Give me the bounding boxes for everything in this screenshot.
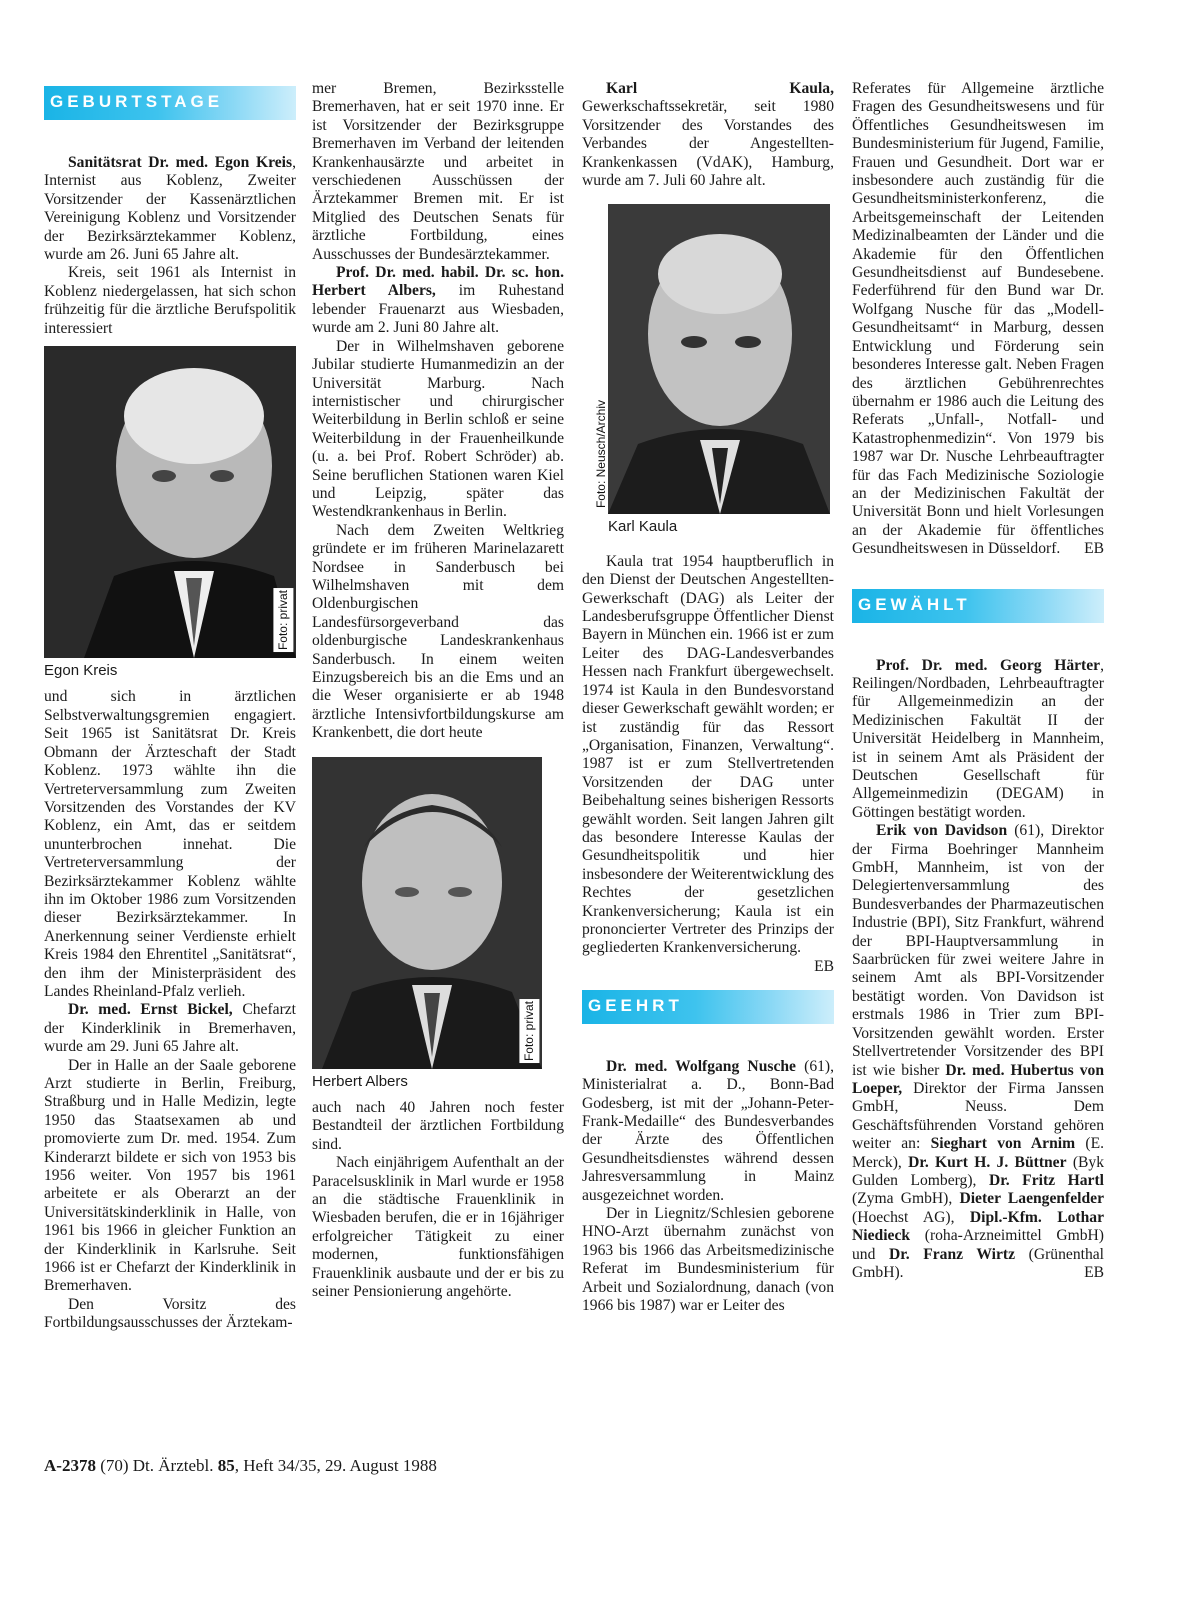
person-name: Dr. med. Hubertus von Loeper, — [852, 1061, 1104, 1097]
paragraph: Nach einjährigem Aufenthalt an der Paracelsusklinik in Marl wurde er 1958 an die städtische Frauenklinik in Wiesbaden berufen, die er in 16jähriger erfolgreicher Tätigkeit zu einer modernen, funktionsfähigen Frauenklinik ausbaute und der er bis zu seiner Pensionierung angehörte. — [312, 1154, 564, 1301]
column-4 — [852, 80, 1104, 1282]
journal-name: (70) Dt. Ärztebl. — [100, 1456, 214, 1475]
paragraph: Der in Wilhelmshaven geborene Jubilar studierte Humanmedizin an der Universität Marburg. Nach internistischer und chirurgischer Weiterbildung in Berlin schloß er seine Weiterbildung in der Frauenheilkunde (u. a. bei Prof. Robert Schröder) ab. Seine beruflichen Stationen waren Kiel und Leipzig, später das Westendkrankenhaus in Berlin. — [312, 337, 564, 521]
photo-credit: Foto: privat — [519, 999, 539, 1063]
photo-credit: Foto: privat — [273, 588, 293, 652]
paragraph: Der in Liegnitz/Schlesien geborene HNO-Arzt übernahm zunächst von 1963 bis 1966 das Arbeitsmedizinische Referat im Bundesministerium für Arbeit und Sozialordnung, danach (von 1966 bis 1987) war er Leiter des — [582, 1205, 834, 1315]
paragraph: Den Vorsitz des Fortbildungsausschusses der Ärztekam- — [44, 1295, 296, 1332]
page-footer — [44, 1456, 437, 1476]
section-title: GEWÄHLT — [858, 594, 971, 614]
photo-herbert-albers — [312, 757, 542, 1069]
person-name: Erik von Davidson — [876, 822, 1008, 840]
person-name: Prof. Dr. med. habil. Dr. sc. hon. Herbert Albers, — [312, 264, 564, 300]
article-davidson: Erik von Davidson (61), Direktor der Firma Boehringer Mannheim GmbH, Mannheim, ist von der Delegiertenversammlung des Bundesverbandes der Pharmazeutischen Industrie (BPI), Sitz Frankfurt, während der BPI-Hauptversammlung in Saarbrücken für zwei weitere Jahre in seinem Amt als BPI-Vorsitzender bestätigt worden. Von Davidson ist erstmals 1986 in Trier zum BPI-Vorsitzenden gewählt worden. Erster Stellvertretender Vorsitzender des BPI ist wie bisher Dr. med. Hubertus von Loeper, Direktor der Firma Janssen GmbH, Neuss. Dem Geschäftsführenden Vorstand gehören weiter an: Sieghart von Arnim (E. Merck), Dr. Kurt H. J. Büttner (Byk Gulden Lomberg), Dr. Fritz Hartl (Zyma GmbH), Dieter Laengenfelder (Hoechst AG), Dipl.-Kfm. Lothar Niedieck (roha-Arzneimittel GmbH) und Dr. Franz Wirtz (Grünenthal GmbH). EB — [852, 822, 1105, 1281]
section-banner-gewaehlt — [852, 589, 1104, 623]
person-name: Dr. Franz Wirtz — [888, 1245, 1016, 1263]
article-kaula-intro: Karl Kaula, Gewerkschaftssekretär, seit 1980 Vorsitzender des Vorstandes des Verbandes der Angestellten-Krankenkassen (VdAK), Hamburg, wurde am 7. Juli 60 Jahre alt. — [582, 80, 834, 190]
section-title: GEBURTSTAGE — [50, 92, 224, 111]
article-bickel-intro: Dr. med. Ernst Bickel, Chefarzt der Kinderklinik in Bremerhaven, wurde am 29. Juni 65 Jahre alt. — [44, 1001, 297, 1056]
paragraph: auch nach 40 Jahren noch fester Bestandteil der ärztlichen Fortbildung sind. — [312, 1099, 564, 1153]
person-name: Dr. Fritz Hartl — [988, 1171, 1105, 1189]
column-3 — [582, 80, 834, 1315]
article-haerter-intro: Prof. Dr. med. Georg Härter, Reilingen/Nordbaden, Lehrbeauftragter für Allgemeinmedizin an der Medizinischen Fakultät II der Universität Heidelberg in Mannheim, ist in seinem Amt als Präsident der Deutschen Gesellschaft für Allgemeinmedizin (DEGAM) in Göttingen bestätigt worden. — [852, 656, 1104, 821]
author-signature: EB — [814, 957, 834, 975]
photo-caption: Herbert Albers — [312, 1072, 408, 1090]
person-name: Prof. Dr. med. Georg Härter — [876, 656, 1101, 674]
article-nusche-intro: Dr. med. Wolfgang Nusche (61), Ministerialrat a. D., Bonn-Bad Godesberg, ist mit der „Johann-Peter-Frank-Medaille“ des Bundesverbandes der Ärzte des Öffentlichen Gesundheitsdienstes während dessen Jahresversammlung in Mainz ausgezeichnet worden. — [582, 1057, 835, 1204]
section-title: GEEHRT — [588, 995, 683, 1015]
paragraph: mer Bremen, Bezirksstelle Bremerhaven, hat er seit 1970 inne. Er ist Vorsitzender der Bezirksgruppe Bremerhaven im Verband der leitenden Krankenhausärzte und arbeitet in verschiedenen Ausschüssen der Ärztekammer Bremen mit. Er ist Mitglied des Deutschen Senats für ärztliche Fortbildung, eines Ausschusses der Bundesärztekammer. — [312, 80, 564, 263]
author-signature: EB — [1084, 1263, 1104, 1281]
person-name: Dr. med. Wolfgang Nusche — [606, 1057, 796, 1075]
section-banner-geburtstage — [44, 86, 296, 120]
person-name: Dr. med. Ernst Bickel, — [68, 1001, 233, 1019]
person-name: Dr. Kurt H. J. Büttner — [908, 1153, 1067, 1171]
photo-caption: Egon Kreis — [44, 662, 118, 680]
person-name: Dieter Laengenfelder — [959, 1190, 1105, 1208]
person-name: Karl Kaula, — [606, 80, 834, 97]
paragraph: und sich in ärztlichen Selbstverwaltungsgremien engagiert. Seit 1965 ist Sanitätsrat Dr. Kreis Obmann der Ärzteschaft der Stadt Koblenz. 1973 wählte ihn die Vertreterversammlung zum Zweiten Vorsitzenden des Vorstandes der KV Koblenz, ein Amt, das er seitdem ununterbrochen innehat. Die Vertreterversammlung der Bezirksärztekammer Koblenz wählte ihn im Oktober 1986 zum Vorsitzenden dieser Bezirksärztekammer. In Anerkennung seiner Verdienste erhielt Kreis 1984 den Ehrentitel „Sanitätsrat“, den ihm der Ministerpräsident des Landes Rheinland-Pfalz verlieh. — [44, 688, 296, 1000]
paragraph: Kreis, seit 1961 als Internist in Koblenz niedergelassen, hat sich schon frühzeitig für die ärztliche Berufspolitik interessiert — [44, 264, 296, 337]
author-signature: EB — [1084, 540, 1104, 558]
column-2 — [312, 80, 564, 1302]
section-banner-geehrt — [582, 990, 834, 1024]
column-1 — [44, 80, 296, 1333]
paragraph: Kaula trat 1954 hauptberuflich in den Dienst der Deutschen Angestellten-Gewerkschaft (DAG) als Leiter der Landesberufsgruppe Öffentlicher Dienst Bayern in München ein. 1966 ist er zum Leiter des DAG-Landesverbandes Hessen nach Frankfurt übergewechselt. 1974 ist Kaula in den Bundesvorstand dieser Gewerkschaft gewählt worden; er ist zuständig für das Ressort „Organisation, Finanzen, Verwaltung“. 1987 ist er zum Stellvertretenden Vorsitzenden der DAG unter Beibehaltung seines bisherigen Ressorts gewählt worden. Seit langen Jahren gilt das besondere Interesse Kaulas der Gesundheitspolitik und hier insbesondere der Weiterentwicklung des Rechtes der gesetzlichen Krankenversicherung; Kaula ist ein prononcierter Vertreter des Prinzips der gegliederten Krankenversicherung. EB — [582, 552, 834, 975]
article-kreis-intro: Sanitätsrat Dr. med. Egon Kreis, Internist aus Koblenz, Zweiter Vorsitzender der Kassenärztlichen Vereinigung Koblenz und Vorsitzender der Bezirksärztekammer Koblenz, wurde am 26. Juni 65 Jahre alt. — [44, 154, 296, 264]
photo-caption: Karl Kaula — [608, 518, 678, 536]
volume-number: 85 — [217, 1456, 235, 1475]
photo-credit: Foto: Neusch/Archiv — [594, 400, 608, 509]
article-albers-intro: Prof. Dr. med. habil. Dr. sc. hon. Herbert Albers, im Ruhestand lebender Frauenarzt aus Wiesbaden, wurde am 2. Juni 80 Jahre alt. — [312, 264, 565, 337]
person-name: Dipl.-Kfm. Lothar Niedieck — [852, 1208, 1104, 1245]
person-name: Sieghart von Arnim — [930, 1135, 1076, 1153]
paragraph: Nach dem Zweiten Weltkrieg gründete er im früheren Marinelazarett Nordsee in Sanderbusch bei Wilhelmshaven mit dem Oldenburgischen Landesfürsorgeverband das oldenburgische Landeskrankenhaus Sanderbusch. In einem weiten Einzugsbereich bis an die Ems und an die Weser organisierte er ab 1948 ärztliche Intensivfortbildungskurse am Krankenbett, die dort heute — [312, 521, 564, 742]
paragraph: Der in Halle an der Saale geborene Arzt studierte in Berlin, Freiburg, Straßburg und in Halle Medizin, legte 1950 das Staatsexamen ab und promovierte zum Dr. med. 1954. Zum Kinderarzt bildete er sich von 1953 bis 1956 weiter. Von 1957 bis 1961 arbeitete er als Oberarzt an der Universitätskinderklinik in Halle, von 1961 bis 1966 in gleicher Funktion an der Kinderklinik in Karlsruhe. Seit 1966 ist er Chefarzt der Kinderklinik in Bremerhaven. — [44, 1056, 296, 1295]
person-name: Sanitätsrat Dr. med. Egon Kreis — [68, 154, 293, 171]
page-number: A-2378 — [44, 1456, 96, 1475]
paragraph: Referates für Allgemeine ärztliche Fragen des Gesundheitswesens und für Öffentliches Gesundheitswesen im Bundesministerium für Jugend, Familie, Frauen und Gesundheit. Dort war er insbesondere auch zuständig für die Gesundheitsministerkonferenz, die Arbeitsgemeinschaft der Leitenden Medizinalbeamten der Länder und die Akademie für den Öffentlichen Gesundheitsdienst auf Bundesebene. Federführend für den Bund war Dr. Wolfgang Nusche für das „Modell-Gesundheitsamt“ in Marburg, dessen Entwicklung und Förderung sein besonderes Interesse galt. Neben Fragen des ärztlichen Gebührenrechtes übernahm er 1986 auch die Leitung des Referats „Unfall-, Notfall- und Katastrophenmedizin“. Von 1979 bis 1987 war Dr. Nusche Lehrbeauftragter für das Fach Medizinische Soziologie an der Medizinischen Fakultät der Universität Bonn und hielt Vorlesungen an der Akademie für öffentliches Gesundheitswesen in Düsseldorf. EB — [852, 80, 1104, 558]
issue-date: , Heft 34/35, 29. August 1988 — [234, 1456, 437, 1475]
photo-egon-kreis — [44, 346, 296, 658]
photo-karl-kaula — [594, 204, 830, 514]
